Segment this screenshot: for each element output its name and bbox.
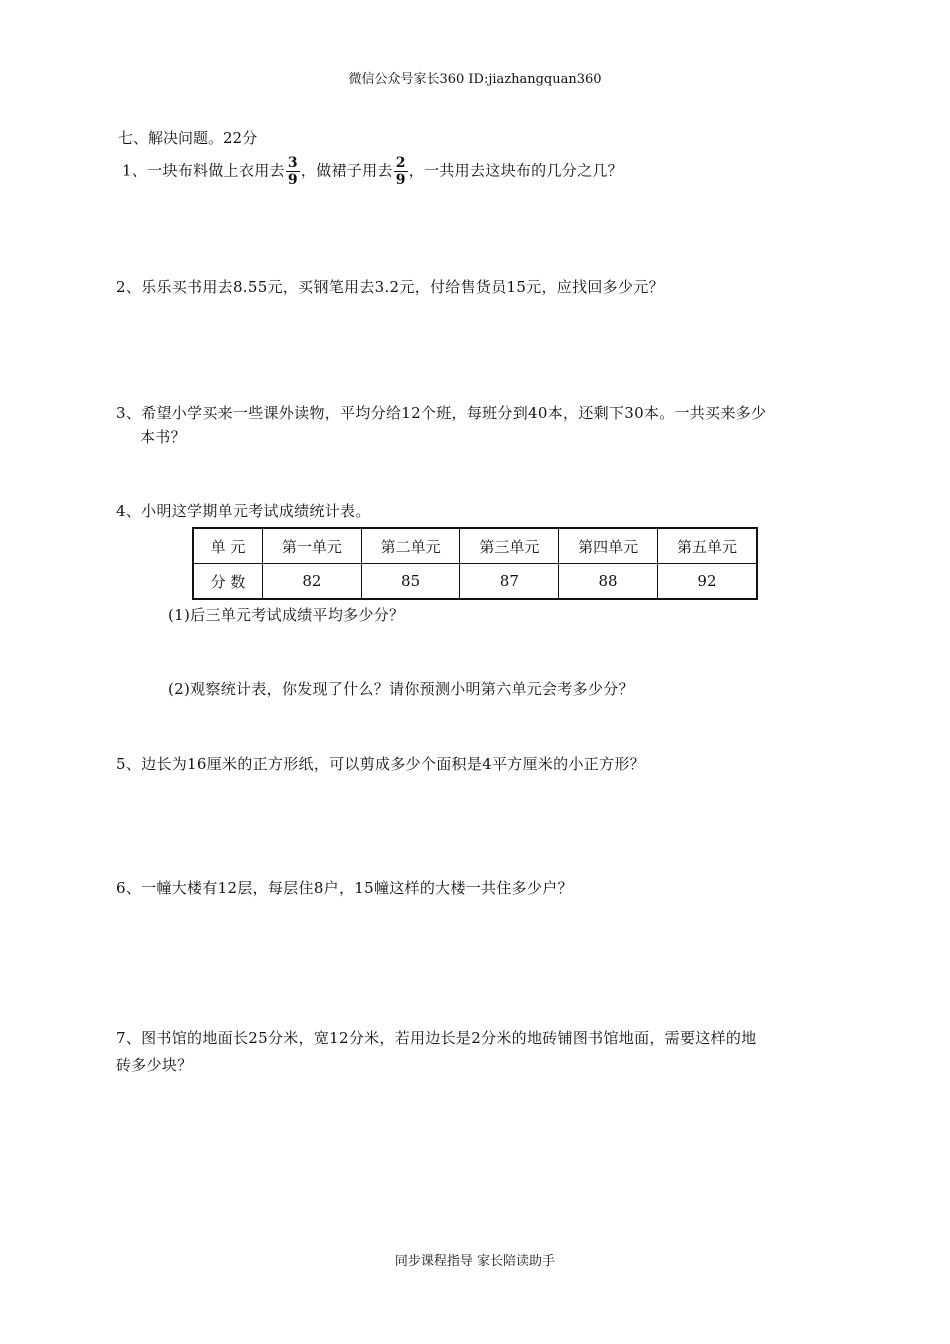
fraction-denominator: 9: [287, 172, 298, 188]
fraction-numerator: 3: [287, 155, 298, 171]
table-cell: 分 数: [193, 564, 263, 600]
question-7-line-2: 砖多少块？: [116, 1056, 193, 1074]
fraction-numerator: 2: [395, 155, 406, 171]
question-1-text-before: 1、一块布料做上衣用去: [122, 161, 285, 180]
question-7-line-1: 7、图书馆的地面长25分米，宽12分米，若用边长是2分米的地砖铺图书馆地面，需要这样的地: [116, 1029, 757, 1047]
question-2: 2、乐乐买书用去8.55元，买钢笔用去3.2元，付给售货员15元，应找回多少元？: [116, 278, 664, 296]
question-4-sub-1: (1)后三单元考试成绩平均多少分？: [168, 606, 405, 624]
table-cell: 88: [559, 564, 658, 600]
section-title: 七、解决问题。22分: [118, 129, 258, 147]
question-1: [122, 155, 623, 188]
question-6: 6、一幢大楼有12层，每层住8户，15幢这样的大楼一共住多少户？: [116, 879, 573, 897]
page-header: 微信公众号家长360 ID:jiazhangquan360: [348, 72, 602, 87]
table-cell: 85: [361, 564, 460, 600]
fraction-2-9: [394, 155, 408, 188]
question-1-text-after: ，一共用去这块布的几分之几？: [408, 161, 623, 180]
table-cell: 82: [263, 564, 362, 600]
question-5: 5、边长为16厘米的正方形纸，可以剪成多少个面积是4平方厘米的小正方形？: [116, 755, 645, 773]
table-header-cell: 第一单元: [263, 528, 362, 564]
question-3-line-2: 本书？: [140, 428, 186, 446]
question-3-line-1: 3、希望小学买来一些课外读物，平均分给12个班，每班分到40本，还剩下30本。一共买来多少: [116, 404, 767, 422]
table-header-cell: 第四单元: [559, 528, 658, 564]
fraction-3-9: [286, 155, 300, 188]
table-header-cell: 第五单元: [657, 528, 757, 564]
table-header-cell: 单 元: [193, 528, 263, 564]
score-table: [192, 527, 758, 600]
table-row: [193, 528, 757, 564]
page-footer: 同步课程指导 家长陪读助手: [394, 1254, 556, 1269]
question-4-sub-2: (2)观察统计表，你发现了什么？请你预测小明第六单元会考多少分？: [168, 680, 634, 698]
table-header-cell: 第三单元: [460, 528, 559, 564]
table-row: [193, 564, 757, 600]
table-cell: 87: [460, 564, 559, 600]
question-1-text-middle: ，做裙子用去: [300, 161, 393, 180]
table-cell: 92: [657, 564, 757, 600]
question-4-title: 4、小明这学期单元考试成绩统计表。: [116, 502, 371, 520]
table-header-cell: 第二单元: [361, 528, 460, 564]
fraction-denominator: 9: [395, 172, 406, 188]
